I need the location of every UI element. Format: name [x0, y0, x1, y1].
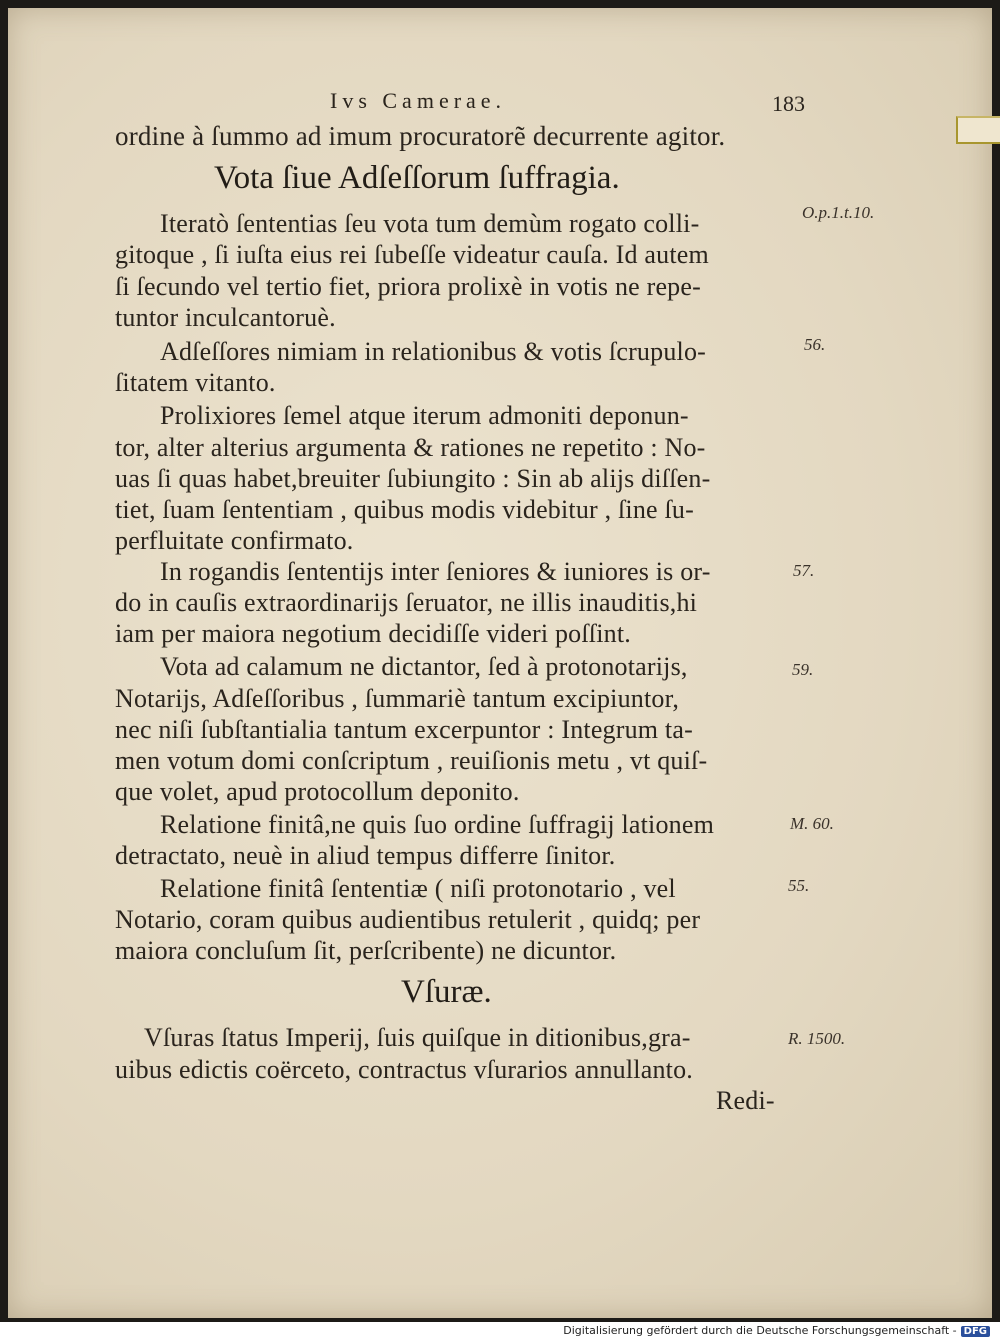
- text-line: detractato, neuè in aliud tempus differre ſinitor.: [115, 841, 616, 870]
- text-line: ſitatem vitanto.: [115, 368, 276, 397]
- book-page: [8, 8, 992, 1318]
- catchword: Redi-: [716, 1086, 775, 1115]
- running-title: Ivs Camerae.: [330, 88, 507, 113]
- text-line: Notarijs, Adſeſſoribus , ſummariè tantum excipiuntor,: [115, 684, 680, 713]
- section-heading: Vota ſiue Adſeſſorum ſuffragia.: [214, 160, 620, 196]
- credit-text: Digitalisierung gefördert durch die Deutsche Forschungsgemeinschaft -: [563, 1324, 957, 1337]
- text-line: Relatione finitâ,ne quis ſuo ordine ſuffragij lationem: [160, 810, 715, 839]
- text-line: maiora concluſum ſit, perſcribente) ne dicuntor.: [115, 936, 617, 965]
- margin-note: 55.: [788, 876, 810, 895]
- text-line: uas ſi quas habet,breuiter ſubiungito : Sin ab alijs diſſen-: [115, 464, 711, 493]
- bookmark-tab: [956, 116, 1000, 144]
- dfg-logo: DFG: [961, 1326, 990, 1337]
- text-line: tor, alter alterius argumenta & rationes ne repetito : No-: [115, 433, 706, 462]
- margin-note: R. 1500.: [788, 1029, 846, 1048]
- text-line: ordine à ſummo ad imum procuratorẽ decurrente agitor.: [115, 121, 726, 151]
- text-line: perfluitate confirmato.: [115, 526, 354, 555]
- text-line: Vota ad calamum ne dictantor, ſed à protonotarijs,: [160, 652, 688, 681]
- margin-note: 57.: [793, 561, 815, 580]
- text-line: Vſuras ſtatus Imperij, ſuis quiſque in ditionibus,gra-: [144, 1023, 691, 1052]
- text-line: nec niſi ſubſtantialia tantum excerpuntor : Integrum ta-: [115, 715, 693, 744]
- text-line: Iteratò ſententias ſeu vota tum demùm rogato colli-: [160, 209, 700, 238]
- text-line: do in cauſis extraordinarijs ſeruator, ne illis inauditis,hi: [115, 588, 698, 617]
- text-line: Notario, coram quibus audientibus retulerit , quidq; per: [115, 905, 701, 934]
- text-line: Adſeſſores nimiam in relationibus & votis ſcrupulo-: [160, 337, 707, 366]
- text-line: Relatione finitâ ſententiæ ( niſi protonotario , vel: [160, 874, 676, 903]
- digitization-credit: [563, 1324, 990, 1337]
- text-line: uibus edictis coërceto, contractus vſurarios annullanto.: [115, 1055, 693, 1084]
- margin-note: M. 60.: [790, 814, 834, 833]
- text-line: que volet, apud protocollum deponito.: [115, 777, 520, 806]
- text-line: gitoque , ſi iuſta eius rei ſubeſſe videatur cauſa. Id autem: [115, 240, 709, 269]
- margin-note: 56.: [804, 335, 826, 354]
- text-line: Prolixiores ſemel atque iterum admoniti deponun-: [160, 401, 689, 430]
- text-line: men votum domi conſcriptum , reuiſionis metu , vt quiſ-: [115, 746, 708, 775]
- section-heading: Vſuræ.: [401, 974, 492, 1010]
- text-line: iam per maiora negotium decidiſſe videri poſſint.: [115, 619, 631, 648]
- text-line: ſi ſecundo vel tertio fiet, priora prolixè in votis ne repe-: [115, 272, 701, 301]
- text-line: In rogandis ſententijs inter ſeniores & iuniores is or-: [160, 557, 711, 586]
- margin-note: O.p.1.t.10.: [802, 203, 875, 222]
- page-number: 183: [772, 91, 805, 116]
- margin-note: 59.: [792, 660, 814, 679]
- text-line: tuntor inculcantoruè.: [115, 303, 336, 332]
- text-line: tiet, ſuam ſententiam , quibus modis videbitur , ſine ſu-: [115, 495, 694, 524]
